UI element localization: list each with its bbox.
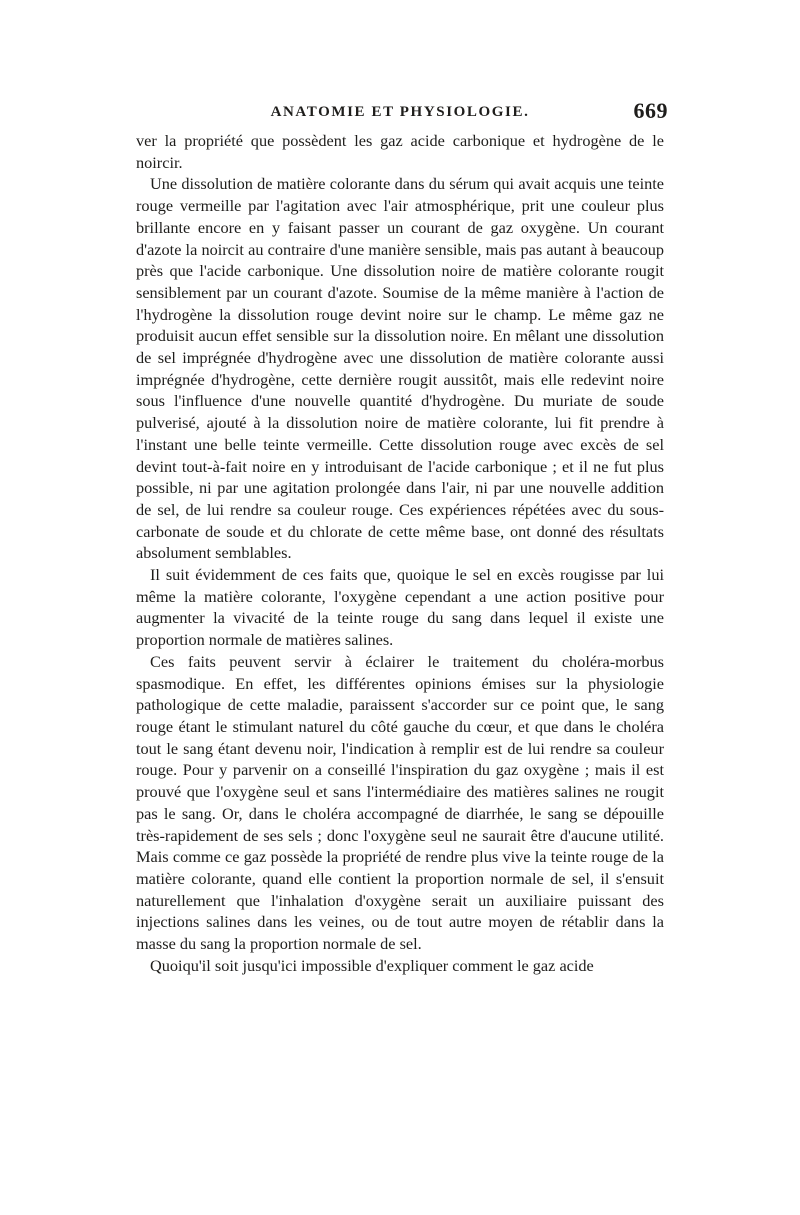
paragraph: Une dissolution de matière colorante dans du sérum qui avait acquis une teinte rouge vermeille par l'agitation avec l'air atmosphérique, prit une couleur plus brillante encore en y faisant passer un courant de gaz oxygène. Un courant d'azote la noircit au contraire d'une manière sensible, mais pas autant à beaucoup près que l'acide carbonique. Une dissolution noire de matière colorante rougit sensiblement par un courant d'azote. Soumise de la même manière à l'action de l'hydrogène la dissolution rouge devint noire sur le champ. Le même gaz ne produisit aucun effet sensible sur la dissolution noire. En mêlant une dissolution de sel imprégnée d'hydrogène avec une dissolution de matière colorante aussi imprégnée d'hydrogène, cette dernière rougit aussitôt, mais elle redevint noire sous l'influence d'une nouvelle quantité d'hydrogène. Du muriate de soude pulverisé, ajouté à la dissolution noire de matière colorante, lui fit prendre à l'instant une belle teinte vermeille. Cette dissolution rouge avec excès de sel devint tout-à-fait noire en y introduisant de l'acide carbonique ; et il ne fut plus possible, ni par une agitation prolongée dans l'air, ni par une nouvelle addition de sel, de lui rendre sa couleur rouge. Ces expériences répétées avec du sous-carbonate de soude et du chlorate de cette même base, ont donné des résultats absolument semblables. — [136, 174, 664, 563]
page-number: 669 — [633, 98, 668, 123]
paragraph: Ces faits peuvent servir à éclairer le traitement du choléra-morbus spasmodique. En effet, les différentes opinions émises sur la physiologie pathologique de cette maladie, paraissent s'accorder sur ce point que, le sang rouge étant le stimulant naturel du côté gauche du cœur, et que dans le choléra tout le sang étant devenu noir, l'indication à remplir est de lui rendre sa couleur rouge. Pour y parvenir on a conseillé l'inspiration du gaz oxygène ; mais il est prouvé que l'oxygène seul et sans l'intermédiaire des matières salines ne rougit pas le sang. Or, dans le choléra accompagné de diarrhée, le sang se dépouille très-rapidement de ses sels ; donc l'oxygène seul ne saurait être d'aucune utilité. Mais comme ce gaz possède la propriété de rendre plus vive la teinte rouge de la matière colorante, quand elle contient la proportion normale de sel, il s'ensuit naturellement que l'inhalation d'oxygène serait un auxiliaire puissant des injections salines dans les veines, ou de tout autre moyen de rétablir dans la masse du sang la proportion normale de sel. — [136, 651, 664, 954]
paragraph: Il suit évidemment de ces faits que, quoique le sel en excès rougisse par lui même la matière colorante, l'oxygène cependant a une action positive pour augmenter la vivacité de la teinte rouge du sang dans lequel il existe une proportion normale de matières salines. — [136, 565, 664, 650]
running-head — [136, 98, 668, 128]
paragraph-continued: ver la propriété que possèdent les gaz acide carbonique et hydrogène de le noircir. — [136, 131, 664, 172]
body-text — [136, 130, 664, 976]
running-title: ANATOMIE ET PHYSIOLOGIE. — [270, 104, 530, 120]
paragraph-partial: Quoiqu'il soit jusqu'ici impossible d'expliquer comment le gaz acide — [150, 955, 594, 975]
